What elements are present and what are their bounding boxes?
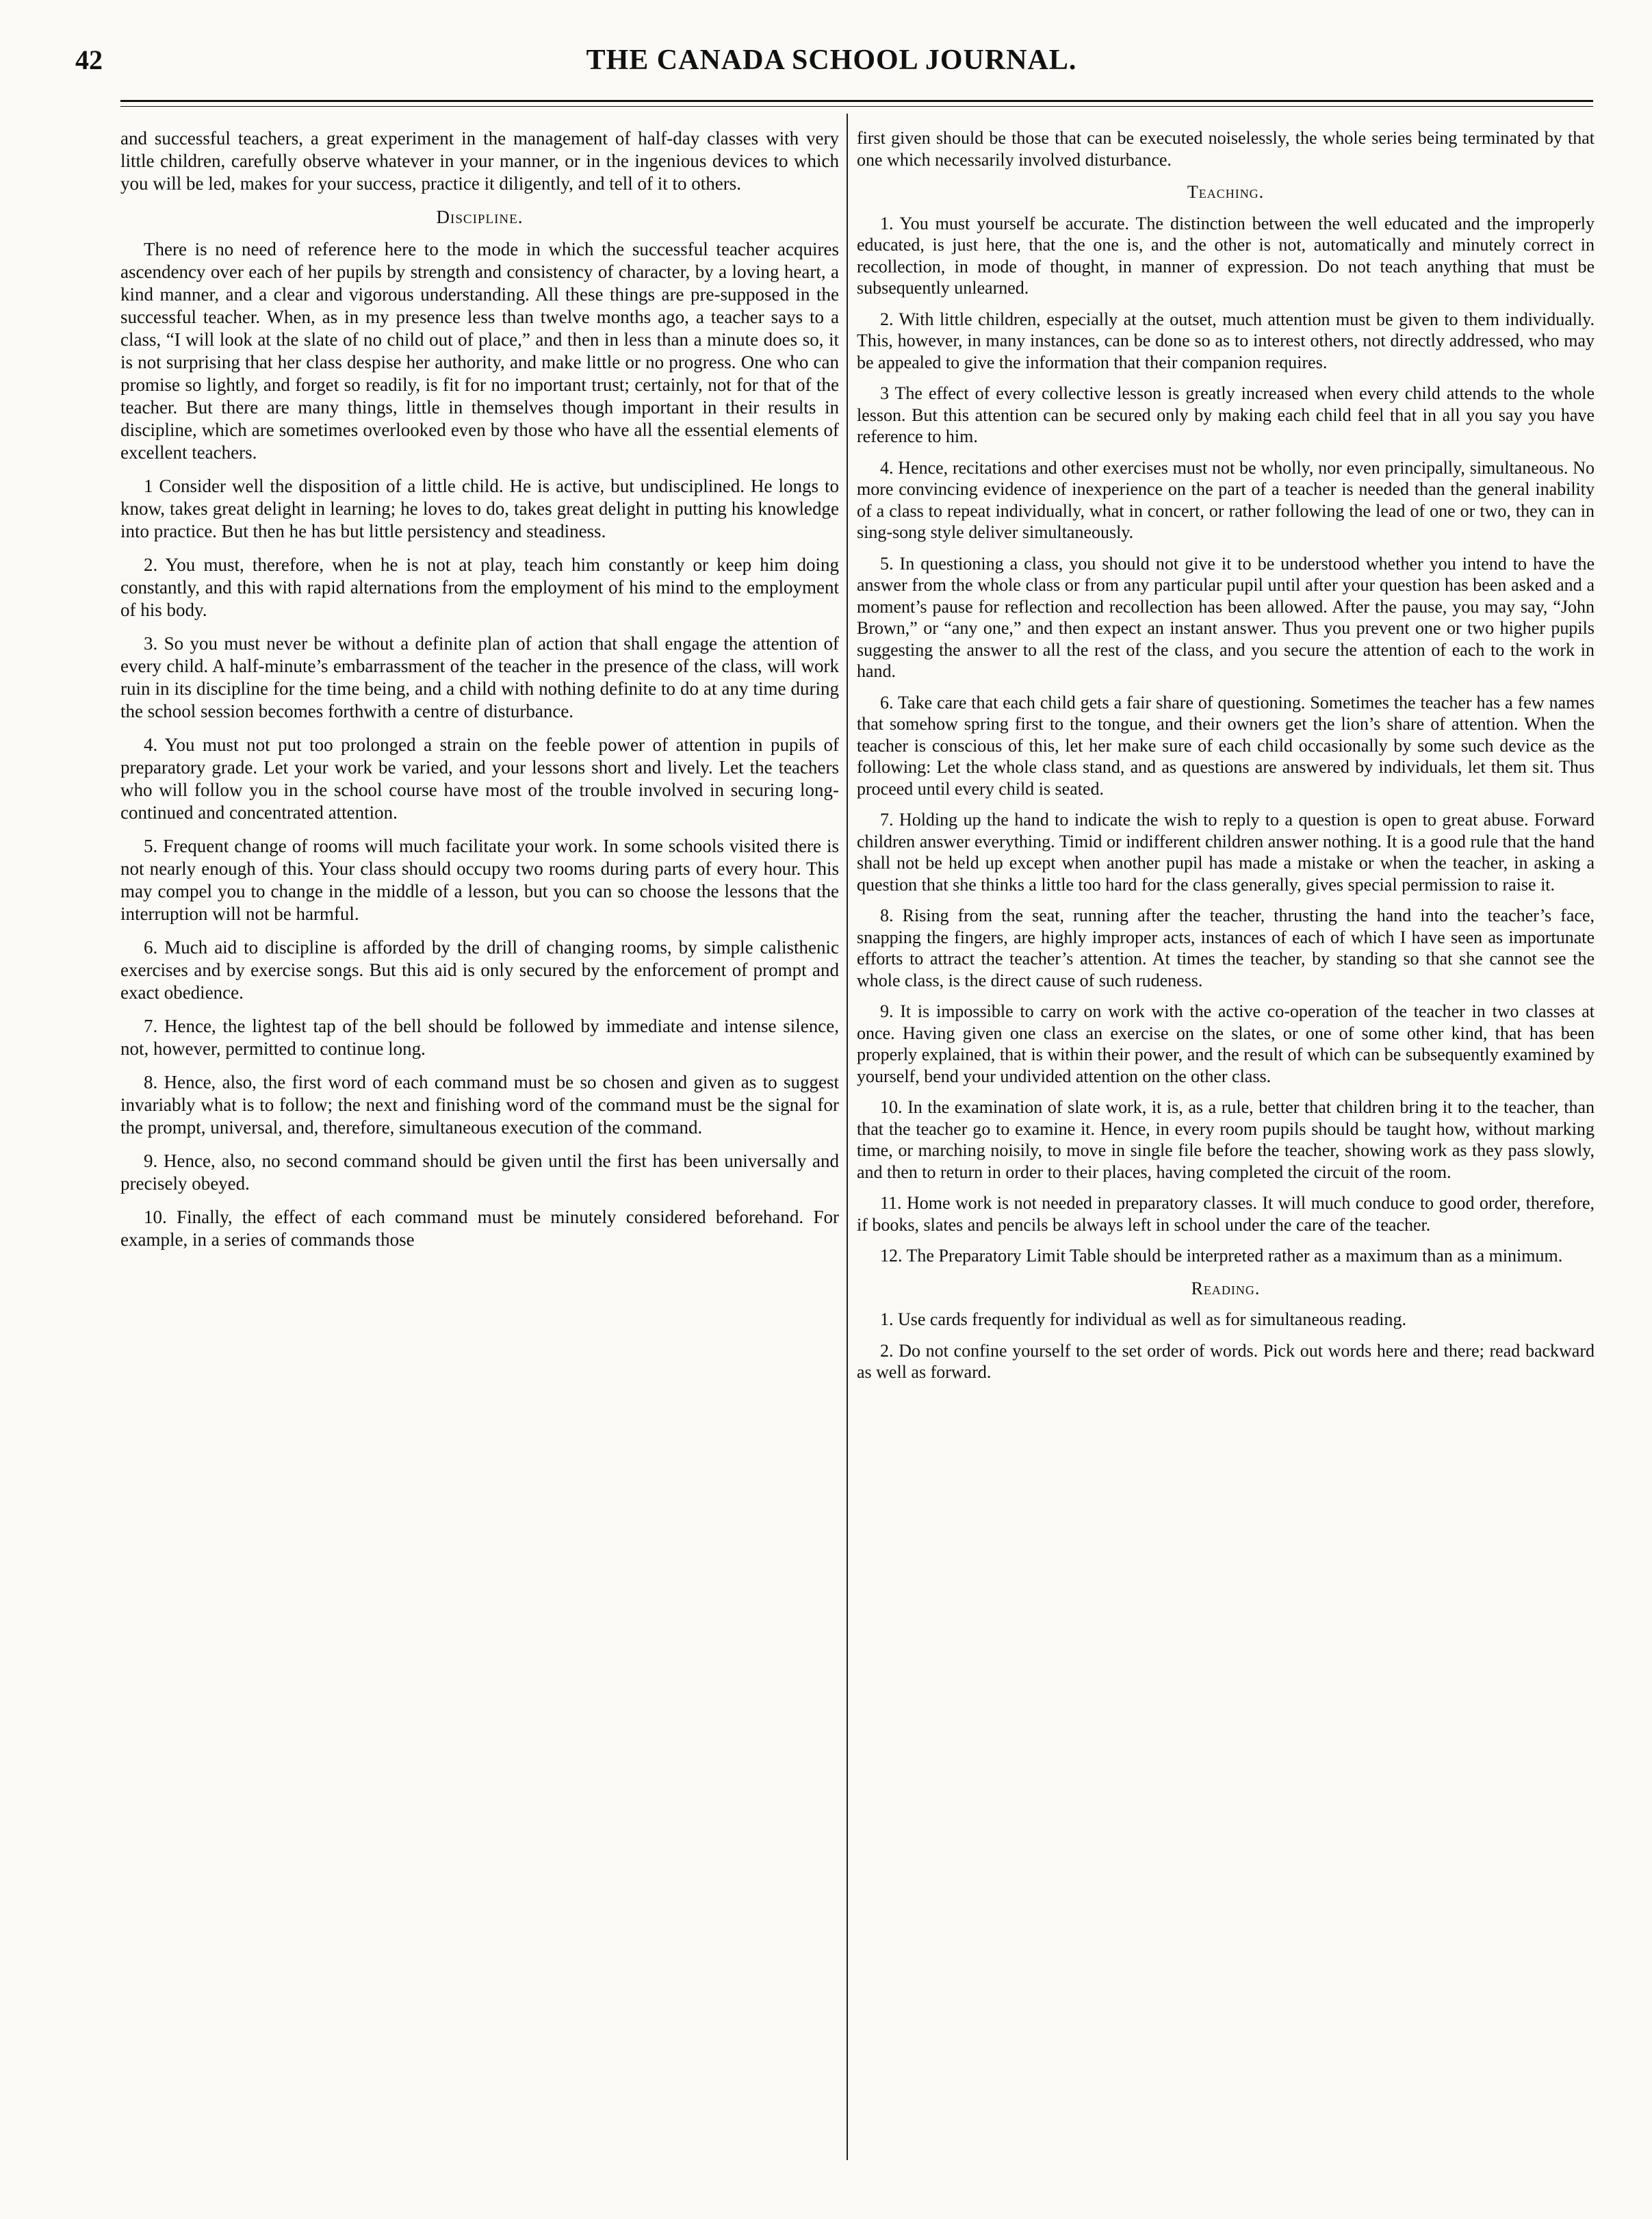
paragraph: 11. Home work is not needed in preparatory classes. It will much conduce to good order, therefore, if books, slates and pencils be always left in school under the care of the teacher.	[857, 1193, 1595, 1235]
paragraph-continued: first given should be those that can be executed noiselessly, the whole series being terminated by that one which necessarily involved disturbance.	[857, 128, 1595, 170]
paragraph: 7. Holding up the hand to indicate the wish to reply to a question is open to great abuse. Forward children answer everything. Timid or indifferent children answer nothing. It is a good rule that the hand shall not be held up except when another pupil has made a mistake or when the teacher, in asking a question that she thinks a little too hard for the class generally, gives special permission to raise it.	[857, 810, 1595, 895]
section-heading: Reading.	[1191, 1278, 1261, 1298]
paragraph: 12. The Preparatory Limit Table should be interpreted rather as a maximum than as a minimum.	[880, 1246, 1563, 1266]
header-rule	[120, 100, 1593, 107]
paragraph: There is no need of reference here to the mode in which the successful teacher acquires ascendency over each of her pupils by strength and consistency of character, by a loving heart, a kind manner, and a clear and vigorous understanding. All these things are pre-supposed in the successful teacher. When, as in my presence less than twelve months ago, a teacher says to a class, “I will look at the slate of no child out of place,” and then in less than a minute does so, it is not surprising that her class despise her authority, and make little or no progress. One who can promise so lightly, and forget so readily, is fit for no important trust; certainly, not for that of the teacher. But there are many things, little in themselves though important in their results in discipline, which are sometimes overlooked even by those who have all the essential elements of excellent teachers.	[120, 239, 839, 463]
paragraph: 1 Consider well the disposition of a little child. He is active, but undisciplined. He longs to know, takes great delight in learning; he loves to do, takes great delight in putting his knowledge into practice. But then he has but little persistency and steadiness.	[120, 476, 839, 541]
paragraph: 2. With little children, especially at the outset, much attention must be given to them individually. This, however, in many instances, can be done so as to interest others, not directly addressed, who may be appealed to give the information that their companion requires.	[857, 309, 1595, 372]
paragraph: 7. Hence, the lightest tap of the bell should be followed by immediate and intense silence, not, however, permitted to continue long.	[120, 1016, 839, 1059]
paragraph: 4. Hence, recitations and other exercises must not be wholly, nor even principally, simultaneous. No more convincing evidence of inexperience on the part of a teacher is needed than the general inability of a class to repeat individually, what in concert, or rather following the lead of one or two, they can in sing-song style deliver simultaneously.	[857, 457, 1595, 542]
paragraph: 1. You must yourself be accurate. The distinction between the well educated and the improperly educated, is just here, that the one is, and the other is not, automatically and minutely correct in recollection, in mode of thought, in manner of expression. Do not teach anything that must be subsequently unlearned.	[857, 213, 1595, 298]
paragraph: 1. Use cards frequently for individual as well as for simultaneous reading.	[880, 1309, 1406, 1329]
paragraph: 2. You must, therefore, when he is not at play, teach him constantly or keep him doing constantly, and this with rapid alternations from the employment of his mind to the employment of his body.	[120, 554, 839, 620]
journal-title: THE CANADA SCHOOL JOURNAL.	[586, 44, 1077, 76]
paragraph: 4. You must not put too prolonged a strain on the feeble power of attention in pupils of preparatory grade. Let your work be varied, and your lessons short and lively. Let the teachers who will follow you in the school course have most of the trouble involved in securing long-continued and concentrated attention.	[120, 734, 839, 823]
section-heading: Teaching.	[1187, 182, 1265, 202]
paragraph: 9. Hence, also, no second command should be given until the first has been universally and precisely obeyed.	[120, 1151, 839, 1194]
paragraph: 10. Finally, the effect of each command must be minutely considered beforehand. For example, in a series of commands those	[120, 1207, 839, 1250]
paragraph: 6. Much aid to discipline is afforded by the drill of changing rooms, by simple calisthenic exercises and by exercise songs. But this aid is only secured by the enforcement of prompt and exact obedience.	[120, 937, 839, 1003]
page-header	[75, 40, 1588, 81]
paragraph: 8. Rising from the seat, running after the teacher, thrusting the hand into the teacher’s face, snapping the fingers, are highly improper acts, instances of each of which I have seen as importunate efforts to attract the teacher’s attention. At times the teacher, by standing so that she cannot see the whole class, is the direct cause of such rudeness.	[857, 906, 1595, 990]
paragraph: 5. Frequent change of rooms will much facilitate your work. In some schools visited there is not nearly enough of this. Your class should occupy two rooms during parts of every hour. This may compel you to change in the middle of a lesson, but you can so choose the lessons that the interruption will not be harmful.	[120, 836, 839, 924]
paragraph: 3 The effect of every collective lesson is greatly increased when every child attends to the whole lesson. But this attention can be secured only by making each child feel that in all you say you have reference to him.	[857, 383, 1595, 446]
paragraph-continued: and successful teachers, a great experiment in the management of half-day classes with very little children, carefully observe whatever in your manner, or in the ingenious devices to which you will be led, makes for your success, practice it diligently, and tell of it to others.	[120, 128, 839, 194]
paragraph: 6. Take care that each child gets a fair share of questioning. Sometimes the teacher has a few names that somehow spring first to the tongue, and their owners get the lion’s share of attention. When the teacher is conscious of this, let her make sure of each child occasionally by some such device as the following: Let the whole class stand, and as questions are answered by individuals, let them sit. Thus proceed until every child is seated.	[857, 692, 1595, 799]
paragraph: 3. So you must never be without a definite plan of action that shall engage the attention of every child. A half-minute’s embarrassment of the teacher in the presence of the class, will work ruin in its discipline for the time being, and a child with nothing definite to do at any time during the school session becomes forthwith a centre of disturbance.	[120, 633, 839, 721]
paragraph: 10. In the examination of slate work, it is, as a rule, better that children bring it to the teacher, than that the teacher go to examine it. Hence, in every room pupils should be taught how, without marking time, or marching noisily, to move in single file before the teacher, showing work as they pass slowly, and then to return in order to their places, having completed the circuit of the room.	[857, 1097, 1595, 1182]
paragraph: 5. In questioning a class, you should not give it to be understood whether you intend to have the answer from the whole class or from any particular pupil until after your question has been asked and a moment’s pause for reflection and recollection has been allowed. After the pause, you may say, “John Brown,” or “any one,” and then expect an instant answer. Thus you prevent one or two higher pupils suggesting the answer to all the rest of the class, and you secure the attention of each to the work in hand.	[857, 553, 1595, 681]
section-heading: Discipline.	[436, 207, 524, 227]
left-column	[120, 127, 839, 2146]
right-column	[857, 127, 1595, 2146]
column-divider	[847, 114, 848, 2160]
paragraph: 2. Do not confine yourself to the set order of words. Pick out words here and there; read backward as well as forward.	[857, 1340, 1595, 1382]
paragraph: 9. It is impossible to carry on work with the active co-operation of the teacher in two classes at once. Having given one class an exercise on the slates, or one of some other kind, that has been properly explained, that is within their power, and the result of which can be subsequently examined by yourself, bend your undivided attention on the other class.	[857, 1001, 1595, 1086]
paragraph: 8. Hence, also, the first word of each command must be so chosen and given as to suggest invariably what is to follow; the next and finishing word of the command must be the signal for the prompt, universal, and, therefore, simultaneous execution of the command.	[120, 1072, 839, 1138]
page-number: 42	[75, 44, 103, 75]
